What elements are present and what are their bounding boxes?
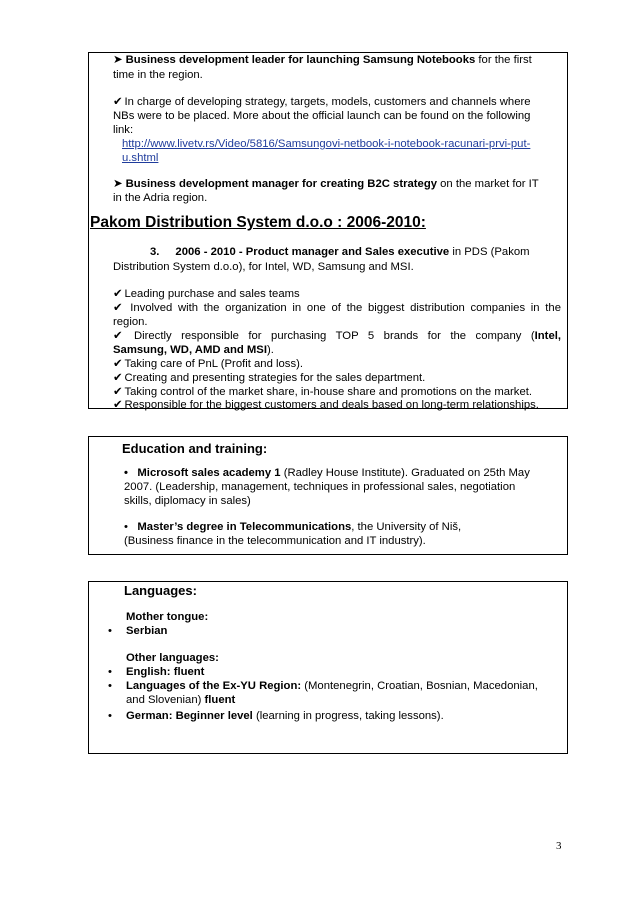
education-item-1-line2: 2007. (Leadership, management, techniques in professional sales, negotiation bbox=[124, 481, 516, 493]
pakom-check-2: ✔ Involved with the organization in one of the biggest distribution companies in the bbox=[113, 302, 562, 314]
checkmark-icon: ✔ bbox=[113, 386, 123, 398]
mother-tongue-label: Mother tongue: bbox=[126, 611, 209, 623]
arrow-bullet-icon: ➤ bbox=[113, 178, 123, 190]
checkmark-icon: ✔ bbox=[113, 358, 123, 370]
checkmark-icon: ✔ bbox=[113, 96, 123, 108]
pakom-check-2-cont: region. bbox=[113, 316, 148, 328]
pakom-check-5: ✔ Creating and presenting strategies for the sales department. bbox=[113, 372, 426, 384]
launch-video-link-cont[interactable]: u.shtml bbox=[122, 152, 159, 164]
pakom-item-line: 3. 2006 - 2010 - Product manager and Sales executive in PDS (Pakom bbox=[150, 246, 530, 258]
pakom-heading: Pakom Distribution System d.o.o : 2006-2010: bbox=[90, 214, 426, 231]
checkmark-icon: ✔ bbox=[113, 330, 123, 342]
languages-heading: Languages: bbox=[124, 583, 197, 598]
pakom-check-3-cont: Samsung, WD, AMD and MSI). bbox=[113, 344, 274, 356]
education-heading: Education and training: bbox=[122, 441, 268, 456]
samsung-check-line1: ✔ In charge of developing strategy, targets, models, customers and channels where bbox=[113, 96, 531, 108]
b2c-line2: in the Adria region. bbox=[113, 192, 208, 204]
checkmark-icon: ✔ bbox=[113, 372, 123, 384]
b2c-line: ➤ Business development manager for creating B2C strategy on the market for IT bbox=[113, 178, 539, 190]
exyu-item: • Languages of the Ex-YU Region: (Montenegrin, Croatian, Bosnian, Macedonian, bbox=[108, 680, 538, 692]
bullet-icon: • bbox=[124, 521, 128, 533]
pakom-check-6: ✔ Taking control of the market share, in-house share and promotions on the market. bbox=[113, 386, 533, 398]
education-item-1-line3: skills, diplomacy in sales) bbox=[124, 495, 251, 507]
education-item-2: • Master’s degree in Telecommunications, the University of Niš, bbox=[124, 521, 462, 533]
mother-tongue-item: • Serbian bbox=[108, 625, 168, 637]
bullet-icon: • bbox=[108, 625, 112, 637]
pakom-check-4: ✔ Taking care of PnL (Profit and loss). bbox=[113, 358, 304, 370]
german-item: • German: Beginner level (learning in progress, taking lessons). bbox=[108, 710, 444, 722]
checkmark-icon: ✔ bbox=[113, 302, 123, 314]
pakom-check-7: ✔ Responsible for the biggest customers and deals based on long-term relationships. bbox=[113, 399, 539, 411]
exyu-item-line2: and Slovenian) fluent bbox=[126, 694, 236, 706]
samsung-leader-line: ➤ Business development leader for launching Samsung Notebooks for the first bbox=[113, 54, 532, 66]
other-languages-label: Other languages: bbox=[126, 652, 219, 664]
samsung-check-line2: NBs were to be placed. More about the official launch can be found on the following bbox=[113, 110, 531, 122]
checkmark-icon: ✔ bbox=[113, 288, 123, 300]
pakom-item-line2: Distribution System d.o.o), for Intel, WD, Samsung and MSI. bbox=[113, 261, 414, 273]
arrow-bullet-icon: ➤ bbox=[113, 54, 123, 66]
page-number: 3 bbox=[556, 840, 562, 852]
bullet-icon: • bbox=[108, 680, 112, 692]
education-item-1: • Microsoft sales academy 1 (Radley House Institute). Graduated on 25th May bbox=[124, 467, 530, 479]
checkmark-icon: ✔ bbox=[113, 399, 123, 411]
bullet-icon: • bbox=[108, 666, 112, 678]
bullet-icon: • bbox=[124, 467, 128, 479]
samsung-leader-line2: time in the region. bbox=[113, 69, 203, 81]
pakom-check-3: ✔ Directly responsible for purchasing TOP 5 brands for the company (Intel, bbox=[113, 330, 562, 342]
launch-video-link[interactable]: http://www.livetv.rs/Video/5816/Samsungovi-netbook-i-notebook-racunari-prvi-put- bbox=[122, 138, 531, 150]
bullet-icon: • bbox=[108, 710, 112, 722]
english-item: • English: fluent bbox=[108, 666, 205, 678]
samsung-check-line3: link: bbox=[113, 124, 134, 136]
pakom-check-1: ✔ Leading purchase and sales teams bbox=[113, 288, 300, 300]
education-item-2-line2: (Business finance in the telecommunication and IT industry). bbox=[124, 535, 426, 547]
